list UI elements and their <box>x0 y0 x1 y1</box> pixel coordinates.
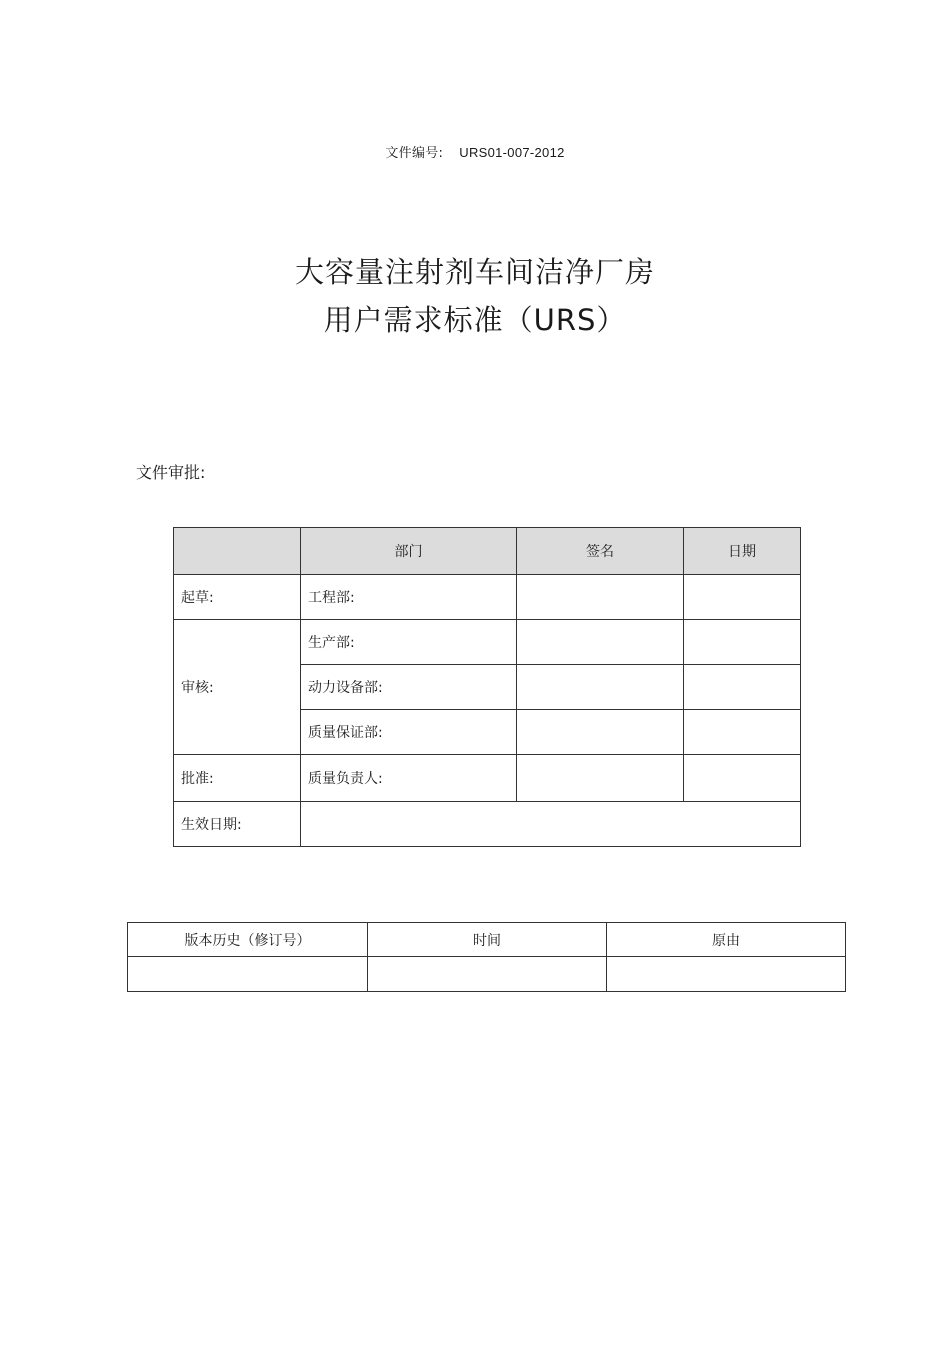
review-signature-cell <box>517 620 684 665</box>
version-history-table <box>127 922 846 992</box>
approval-row-draft <box>174 575 801 620</box>
document-number-label: 文件编号: <box>385 146 444 161</box>
approve-signature-cell <box>517 755 684 802</box>
history-header-row <box>128 923 846 957</box>
history-time-cell <box>368 957 607 992</box>
approval-row-effective-date <box>174 802 801 847</box>
effective-date-label-cell: 生效日期: <box>174 802 301 847</box>
review-department-cell: 生产部: <box>301 620 517 665</box>
review-date-cell <box>684 620 801 665</box>
approval-row-approve <box>174 755 801 802</box>
review-date-cell <box>684 710 801 755</box>
history-version-cell <box>128 957 368 992</box>
draft-signature-cell <box>517 575 684 620</box>
approval-header-signature: 签名 <box>517 528 684 575</box>
history-header-time: 时间 <box>368 923 607 957</box>
document-title-line2: 用户需求标准（URS） <box>323 303 627 337</box>
approval-row-review-1 <box>174 620 801 665</box>
review-signature-cell <box>517 710 684 755</box>
review-date-cell <box>684 665 801 710</box>
history-reason-cell <box>607 957 846 992</box>
review-role-cell: 审核: <box>174 620 301 755</box>
document-number-line <box>0 142 950 161</box>
approve-department-cell: 质量负责人: <box>301 755 517 802</box>
history-header-reason: 原由 <box>607 923 846 957</box>
approve-date-cell <box>684 755 801 802</box>
history-row <box>128 957 846 992</box>
draft-date-cell <box>684 575 801 620</box>
approval-section-label: 文件审批: <box>136 463 206 482</box>
approve-role-cell: 批准: <box>174 755 301 802</box>
approval-header-department: 部门 <box>301 528 517 575</box>
history-header-version: 版本历史（修订号） <box>128 923 368 957</box>
draft-role-cell: 起草: <box>174 575 301 620</box>
approval-header-role <box>174 528 301 575</box>
review-department-cell: 质量保证部: <box>301 710 517 755</box>
approval-header-row <box>174 528 801 575</box>
effective-date-value-cell <box>301 802 801 847</box>
draft-department-cell: 工程部: <box>301 575 517 620</box>
document-title-line1: 大容量注射剂车间洁净厂房 <box>294 255 655 289</box>
approval-header-date: 日期 <box>684 528 801 575</box>
review-department-cell: 动力设备部: <box>301 665 517 710</box>
review-signature-cell <box>517 665 684 710</box>
document-number-value: URS01-007-2012 <box>459 145 565 160</box>
approval-table <box>173 527 801 847</box>
